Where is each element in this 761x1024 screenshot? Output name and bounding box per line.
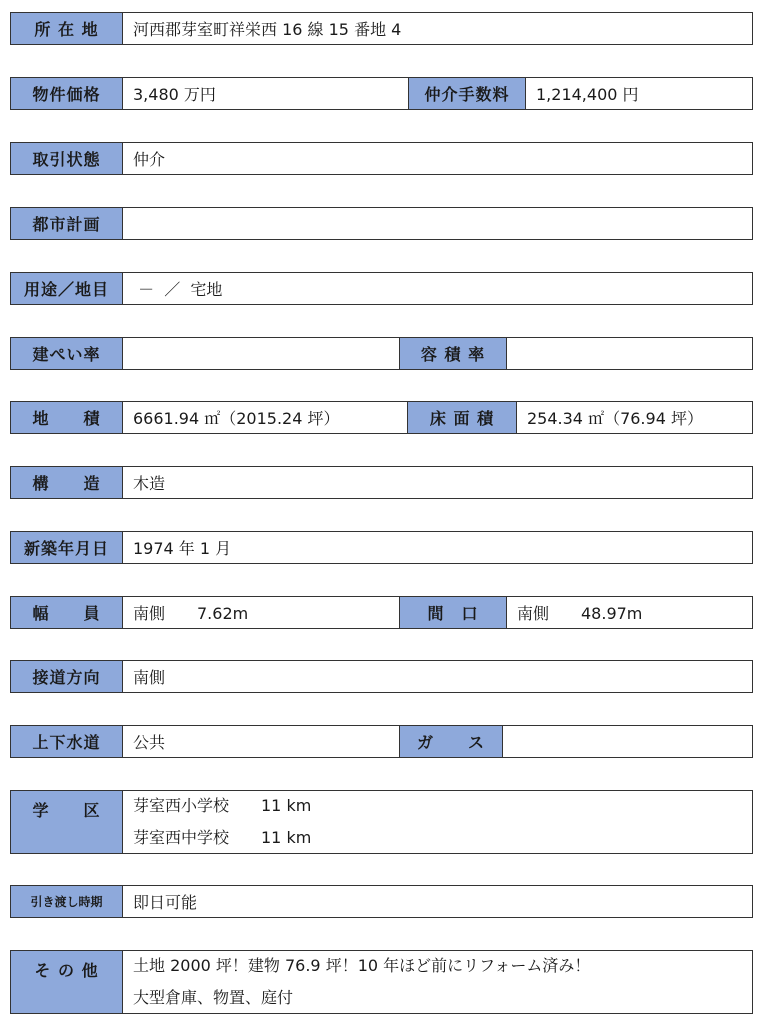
- built-row: [10, 531, 753, 564]
- coverage-label: 建ぺい率: [11, 338, 123, 369]
- handover-label: 引き渡し時期: [11, 886, 123, 917]
- school-values: [123, 791, 752, 853]
- use-label: 用途／地目: [11, 273, 123, 304]
- use-row: [10, 272, 753, 305]
- water-label: 上下水道: [11, 726, 123, 757]
- use-value: － ／ 宅地: [133, 280, 223, 299]
- address-value: 河西郡芽室町祥栄西 16 線 15 番地 4: [133, 20, 402, 39]
- school-label: 学 区: [11, 791, 123, 853]
- water-row: [10, 725, 753, 758]
- built-label: 新築年月日: [11, 532, 123, 563]
- commission-value: 1,214,400 円: [536, 85, 639, 104]
- structure-value: 木造: [133, 474, 166, 493]
- school-row: [10, 790, 753, 854]
- city-plan-row: [10, 207, 753, 240]
- address-row: [10, 12, 753, 45]
- road-width-value: 南側 7.62m: [133, 604, 249, 623]
- floor-ratio-value: [507, 338, 752, 369]
- transaction-row: [10, 142, 753, 175]
- floor-area-value: 254.34 ㎡（76.94 坪）: [527, 409, 703, 428]
- elementary-school: 芽室西小学校 11 km: [133, 796, 312, 815]
- floor-ratio-label: 容 積 率: [399, 338, 507, 369]
- address-label: 所 在 地: [11, 13, 123, 44]
- junior-high-school: 芽室西中学校 11 km: [133, 828, 312, 847]
- gas-label: ガ ス: [399, 726, 503, 757]
- price-row: [10, 77, 753, 110]
- other-label: そ の 他: [11, 951, 123, 1013]
- other-values: [123, 951, 752, 1013]
- other-note-1: 土地 2000 坪！建物 76.9 坪！10 年ほど前にリフォーム済み！: [133, 956, 591, 975]
- frontage-value: 南側 48.97m: [517, 604, 643, 623]
- structure-label: 構 造: [11, 467, 123, 498]
- price-label: 物件価格: [11, 78, 123, 109]
- area-row: [10, 401, 753, 434]
- handover-value: 即日可能: [133, 893, 198, 912]
- land-area-value: 6661.94 ㎡（2015.24 坪）: [133, 409, 340, 428]
- road-direction-value: 南側: [133, 668, 166, 687]
- coverage-value: [123, 338, 399, 369]
- road-direction-label: 接道方向: [11, 661, 123, 692]
- handover-row: [10, 885, 753, 918]
- other-note-2: 大型倉庫、物置、庭付: [133, 988, 294, 1007]
- coverage-row: [10, 337, 753, 370]
- structure-row: [10, 466, 753, 499]
- other-row: [10, 950, 753, 1014]
- floor-area-label: 床 面 積: [407, 402, 517, 433]
- gas-value: [503, 726, 752, 757]
- built-value: 1974 年 1 月: [133, 539, 232, 558]
- road-row: [10, 660, 753, 693]
- price-value: 3,480 万円: [133, 85, 216, 104]
- road-width-label: 幅 員: [11, 597, 123, 628]
- water-value: 公共: [133, 733, 166, 752]
- transaction-value: 仲介: [133, 150, 166, 169]
- city-plan-label: 都市計画: [11, 208, 123, 239]
- frontage-label: 間 口: [399, 597, 507, 628]
- transaction-label: 取引状態: [11, 143, 123, 174]
- commission-label: 仲介手数料: [408, 78, 526, 109]
- width-row: [10, 596, 753, 629]
- city-plan-value: [123, 208, 752, 239]
- land-area-label: 地 積: [11, 402, 123, 433]
